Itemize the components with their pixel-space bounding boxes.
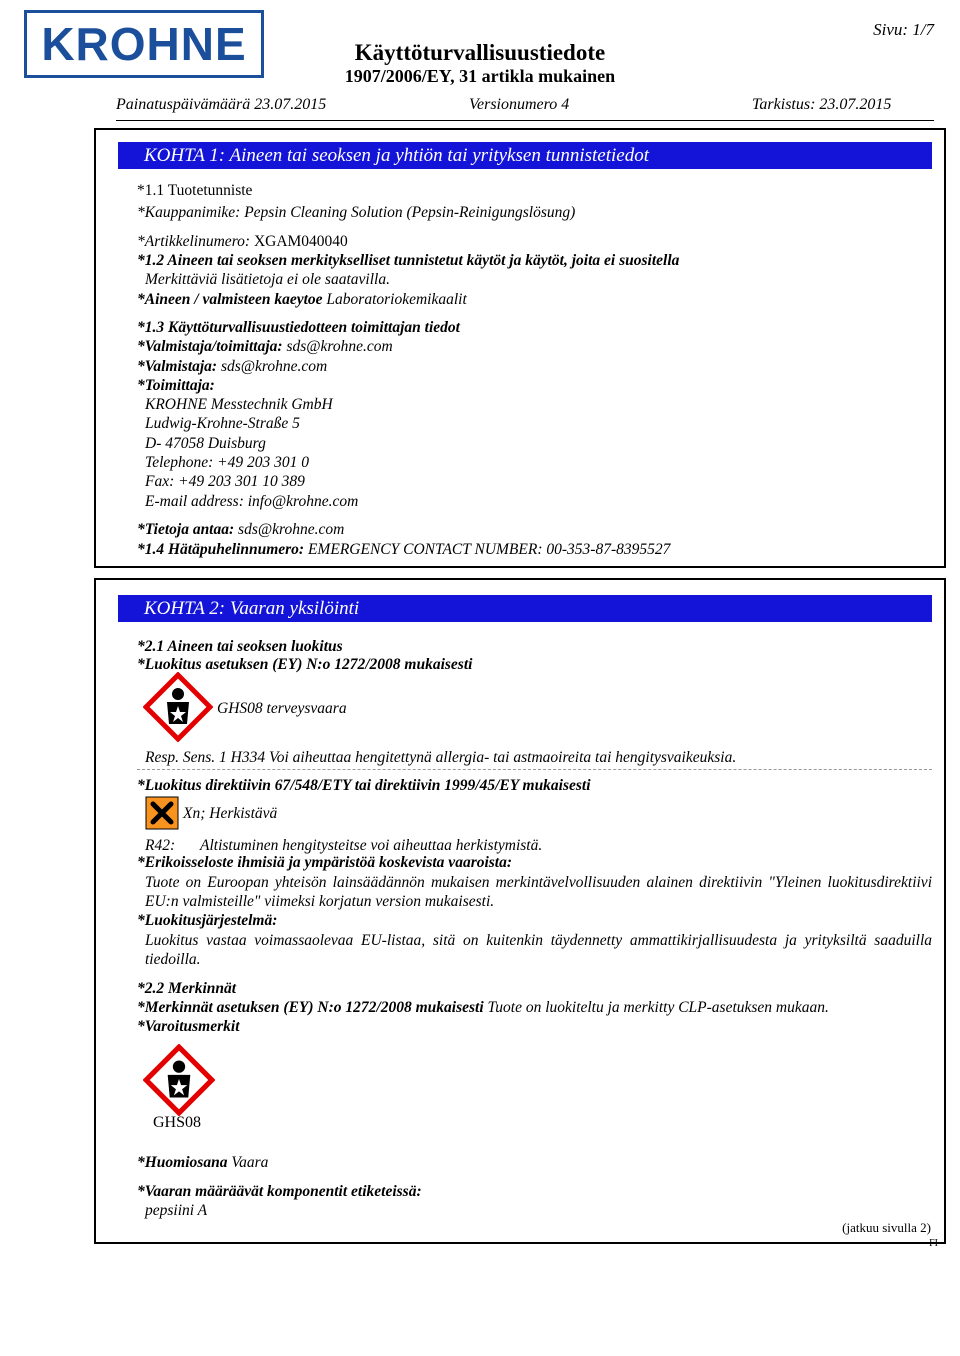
trade-name-label: *Kauppanimike: <box>137 204 241 221</box>
trade-name-value: Pepsin Cleaning Solution (Pepsin-Reinigungslösung) <box>244 204 576 221</box>
emergency-value: EMERGENCY CONTACT NUMBER: 00-353-87-8395527 <box>307 541 671 558</box>
manufacturer-supplier-row <box>137 337 393 356</box>
document-title: Käyttöturvallisuustiedote <box>354 40 606 65</box>
ghs08-health-hazard-icon <box>143 672 213 742</box>
xn-harmful-icon <box>145 796 179 830</box>
info-row <box>137 520 344 539</box>
xn-caption: Xn; Herkistävä <box>183 805 278 822</box>
revision-date: Tarkistus: 23.07.2015 <box>752 96 892 113</box>
s22-title: *2.2 Merkinnät <box>137 980 237 997</box>
info-value: sds@krohne.com <box>238 521 345 538</box>
address-line: KROHNE Messtechnik GmbH <box>145 396 333 413</box>
use-value: Laboratoriokemikaalit <box>326 291 467 308</box>
continued-note: (jatkuu sivulla 2) <box>842 1220 931 1235</box>
s21-title: *2.1 Aineen tai seoksen luokitus <box>137 638 343 655</box>
manufacturer-value: sds@krohne.com <box>220 358 328 375</box>
special-hazards-label: *Erikoisseloste ihmisiä ja ympäristöä koskevista vaaroista: <box>137 854 513 871</box>
s12-text: Merkittäviä lisätietoja ei ole saatavilla. <box>145 271 390 288</box>
info-label: *Tietoja antaa: <box>137 521 235 538</box>
use-label: *Aineen / valmisteen kaeytoe <box>137 291 323 308</box>
signal-word-row <box>137 1153 268 1172</box>
ghs08-caption: GHS08 terveysvaara <box>217 700 347 717</box>
ghs08-pictogram-label: GHS08 <box>153 1114 202 1131</box>
logo-text: KROHNE <box>41 18 247 70</box>
address-line: D- 47058 Duisburg <box>145 435 266 452</box>
special-hazards-text: Tuote on Euroopan yhteisön lainsäädännön mukaisen merkintävelvollisuuden alainen direktiivin "Yleinen luokitusdirektiivi EU:n valmisteille" viimeksi korjatun version mukaisesti. <box>145 874 932 910</box>
document-subtitle: 1907/2006/EY, 31 artikla mukainen <box>344 66 616 86</box>
dashed-divider <box>137 769 932 770</box>
classification-system-text: Luokitus vastaa voimassaolevaa EU-listaa, sitä on kuitenkin täydennetty ammattikirjallisuudesta ja yrityksiltä saaduilla tiedoilla. <box>145 932 932 968</box>
address-line: Ludwig-Krohne-Straße 5 <box>145 415 300 432</box>
trade-name-row <box>137 203 575 222</box>
directive-classification-title: *Luokitus direktiivin 67/548/ETY tai direktiivin 1999/45/EY mukaisesti <box>137 777 591 794</box>
page-number: Sivu: 1/7 <box>873 20 934 39</box>
section-2-heading: KOHTA 2: Vaaran yksilöinti <box>118 595 932 622</box>
supplier-label: *Toimittaja: <box>137 377 215 394</box>
s13-title: *1.3 Käyttöturvallisuustiedotteen toimittajan tiedot <box>137 319 460 336</box>
ghs08-pictogram-icon <box>143 1044 215 1116</box>
print-date: Painatuspäivämäärä 23.07.2015 <box>116 96 327 113</box>
section-1-heading: KOHTA 1: Aineen tai seoksen ja yhtiön tai yrityksen tunnistetiedot <box>118 142 932 169</box>
article-number-value: XGAM040040 <box>253 233 348 250</box>
s12-title: *1.2 Aineen tai seoksen merkitykselliset tunnistetut käytöt ja käytöt, joita ei suositella <box>137 252 680 269</box>
classification-system-label: *Luokitusjärjestelmä: <box>137 912 278 929</box>
r42-text: Altistuminen hengitysteitse voi aiheuttaa herkistymistä. <box>200 837 543 854</box>
pictograms-label: *Varoitusmerkit <box>137 1018 240 1035</box>
label-clp-label: *Merkinnät asetuksen (EY) N:o 1272/2008 mukaisesti <box>137 999 484 1016</box>
hazard-components-value: pepsiini A <box>145 1202 208 1219</box>
resp-sens-statement: Resp. Sens. 1 H334 Voi aiheuttaa hengitettynä allergia- tai astmaoireita tai hengitysvaikeuksia. <box>145 749 737 766</box>
clp-classification-title: *Luokitus asetuksen (EY) N:o 1272/2008 mukaisesti <box>137 656 473 673</box>
manufacturer-row <box>137 357 327 376</box>
emergency-label: *1.4 Hätäpuhelinnumero: <box>137 541 305 558</box>
article-number-label: *Artikkelinumero: <box>137 233 251 250</box>
language-code: FI <box>929 1238 938 1249</box>
label-clp-row <box>137 998 829 1017</box>
article-number-row <box>137 232 348 251</box>
version-number: Versionumero 4 <box>469 96 570 113</box>
label-clp-text: Tuote on luokiteltu ja merkitty CLP-asetuksen mukaan. <box>487 999 829 1016</box>
s11-title: *1.1 Tuotetunniste <box>137 182 253 199</box>
emergency-row <box>137 540 670 559</box>
use-row <box>137 290 467 309</box>
manufacturer-label: *Valmistaja: <box>137 358 218 375</box>
header-divider <box>116 120 934 121</box>
address-line: Telephone: +49 203 301 0 <box>145 454 310 471</box>
r42-code: R42: <box>145 837 176 854</box>
manufacturer-supplier-label: *Valmistaja/toimittaja: <box>137 338 283 355</box>
manufacturer-supplier-value: sds@krohne.com <box>286 338 393 355</box>
signal-word-value: Vaara <box>231 1154 269 1171</box>
hazard-components-label: *Vaaran määräävät komponentit etiketeissä: <box>137 1183 422 1200</box>
signal-word-label: *Huomiosana <box>137 1154 228 1171</box>
address-line: Fax: +49 203 301 10 389 <box>145 473 305 490</box>
address-line: E-mail address: info@krohne.com <box>145 493 359 510</box>
